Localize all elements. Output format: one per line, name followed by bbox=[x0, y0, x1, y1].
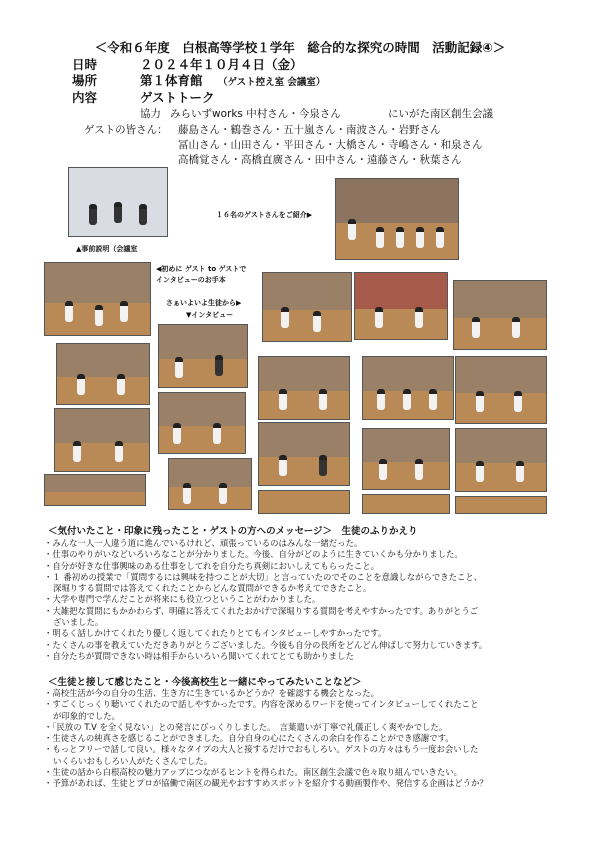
photo-16 bbox=[168, 458, 252, 510]
photo-14 bbox=[455, 428, 547, 492]
caption-briefing: ▲事前説明（会議室 bbox=[76, 245, 138, 253]
photo-intro bbox=[335, 178, 459, 260]
guests-line-2: 冨山さん・山田さん・平田さん・大橋さん・寺嶋さん・和泉さん bbox=[178, 139, 483, 151]
date-value: ２０２４年１０月４日（金） bbox=[140, 57, 303, 72]
photo-3 bbox=[354, 272, 448, 340]
photo-10 bbox=[158, 392, 246, 454]
photo-7 bbox=[258, 356, 350, 420]
cooperation-value: みらいずworks 中村さん・今泉さん bbox=[170, 108, 341, 120]
content-label: 内容 bbox=[72, 90, 98, 105]
list-item: ・ 高校生活が今の自分の生活、生き方に生きているかどうか？を確認する機会となった。 bbox=[44, 688, 488, 699]
photo-13 bbox=[362, 428, 450, 490]
place-value: 第１体育館 bbox=[140, 73, 203, 88]
place-label: 場所 bbox=[72, 73, 98, 88]
photo-5 bbox=[158, 324, 248, 388]
caption-students-line-2: ▼インタビュー bbox=[186, 311, 234, 319]
list-item: ・ 大雑把な質問にもかかわらず、明確に答えてくれたおかげで深堀りする質問を考えやすかったです。ありがとうご bbox=[44, 606, 487, 617]
content-value: ゲストトーク bbox=[140, 90, 215, 105]
list-item: ・ 自分たちが質問できない時は相手からいろいろ聞いてくれてとても助かりました bbox=[44, 651, 487, 662]
list-item: ・ たくさんの事を教えていただきありがとうございました。今後も自分の長所をどんどん伸ばして努力していきます。 bbox=[44, 640, 487, 651]
list-item: ・ 大学や専門で学んだことが将来にも役立つということがわかりました。 bbox=[44, 594, 487, 605]
list-item: ・ みんな一人一人違う道に進んでいるけれど、頑張っているのはみんな一緒だった。 bbox=[44, 538, 487, 549]
photo-18 bbox=[362, 494, 450, 514]
photo-2 bbox=[262, 272, 352, 342]
caption-first-line-1: ◀初めに ゲスト to ゲストで bbox=[156, 265, 247, 273]
list-item: ざいました。 bbox=[53, 617, 104, 628]
place-note: （ゲスト控え室 会議室） bbox=[218, 77, 326, 88]
date-label: 日時 bbox=[72, 57, 98, 72]
list-item: ・ 仕事のやりがいなどいろいろなことが分かりました。今後、自分がどのように生きていくかも分かりました。 bbox=[44, 549, 487, 560]
list-item: いくらいおもしろい人がたくさんでした。 bbox=[53, 755, 213, 766]
photo-17 bbox=[258, 490, 350, 514]
list-item: ・ 自分が好きな仕事興味のある仕事をしてれを自分たち真剣においしえてもらったこと。 bbox=[44, 561, 487, 572]
caption-intro: １６名のゲストさんをご紹介▶ bbox=[216, 211, 313, 219]
reflection-heading: ＜気付いたこと・印象に残ったこと・ゲストの方へのメッセージ＞ 生徒のふりかえり bbox=[48, 526, 418, 537]
list-item: 深堀りする質問では答えてくれたことからどんな質問ができるか考えてできたこと。 bbox=[53, 583, 372, 594]
guest-feedback-list bbox=[44, 688, 488, 790]
guests-line-3: 高橋覚さん・高橋直廣さん・田中さん・遠藤さん・秋葉さん bbox=[178, 154, 462, 166]
photo-1 bbox=[44, 262, 151, 336]
photo-briefing bbox=[68, 167, 168, 237]
list-item: ・ １ 番初めの授業で「質問するには興味を持つことが大切」と言っていたのでそのことを意識しながらできたこと、 bbox=[44, 572, 487, 583]
guest-feedback-heading: ＜生徒と接して感じたこと・今後高校生と一緒にやってみたいことなど＞ bbox=[48, 677, 362, 688]
list-item: ・ 生徒さんの純真さを感じることができました。自分自身の心にたくさんの余白を作ることができ感謝です。 bbox=[44, 733, 488, 744]
list-item: ・ 「民放の T.V を全く見ない」との発言にびっくりしました。 言葉遣いが丁寧で礼儀正しく爽やかでした。 bbox=[44, 722, 488, 733]
photo-11 bbox=[54, 408, 150, 472]
list-item: ・ 予算があれば、生徒とプロが協働で南区の観光やおすすめスポットを紹介する動画製作や、発信する企画はどうか？ bbox=[44, 778, 488, 789]
photo-6 bbox=[56, 343, 150, 405]
photo-15 bbox=[44, 474, 146, 506]
list-item: ・ すごくじっくり聴いてくれたので話しやすかったです。内容を深めるワードを使ってインタビューしてくれたこと bbox=[44, 699, 488, 710]
list-item: ・ もっとフリーで話して良い。様々なタイプの大人と接するだけでおもしろい。ゲストの方々はもう一度お会いした bbox=[44, 744, 488, 755]
caption-first-line-2: インタビューのお手本 bbox=[156, 276, 226, 284]
cooperation-label: 協力 bbox=[140, 108, 161, 120]
page-title: ＜令和６年度 白根高等学校１学年 総合的な探究の時間 活動記録④＞ bbox=[94, 40, 506, 55]
list-item: が印象的でした。 bbox=[53, 710, 120, 721]
photo-19 bbox=[455, 496, 547, 514]
reflection-list bbox=[44, 538, 487, 662]
photo-4 bbox=[453, 280, 547, 350]
list-item: ・ 生徒の話から白根高校の魅力アップにつながるヒントを得られた。南区創生会議で色々取り組んでいきたい。 bbox=[44, 767, 488, 778]
cooperation-org: にいがた南区創生会議 bbox=[388, 108, 493, 120]
photo-12 bbox=[258, 422, 350, 486]
photo-8 bbox=[362, 356, 454, 420]
guests-line-1: 藤島さん・鶴巻さん・五十嵐さん・南波さん・岩野さん bbox=[178, 124, 441, 136]
caption-students-line-1: さぁいよいよ生徒から▶ bbox=[166, 299, 242, 307]
guests-label: ゲストの皆さん： bbox=[84, 124, 168, 136]
list-item: ・ 明るく話しかけてくれたり優しく返してくれたりとてもインタビューしやすかったです。 bbox=[44, 628, 487, 639]
photo-9 bbox=[455, 356, 547, 424]
